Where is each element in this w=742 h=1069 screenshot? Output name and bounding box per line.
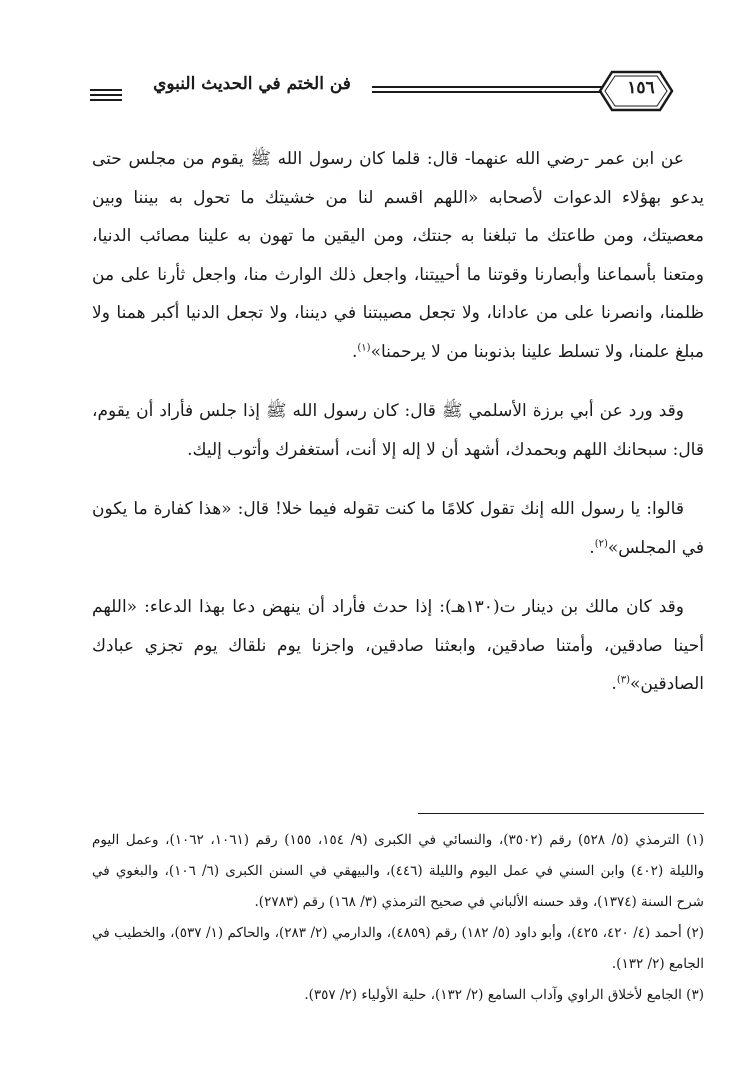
page-header bbox=[0, 60, 742, 120]
page-number-badge bbox=[596, 66, 676, 120]
header-ornament-left bbox=[90, 89, 122, 104]
paragraph: وقد كان مالك بن دينار ت(١٣٠هـ): إذا حدث فأراد أن ينهض دعا بهذا الدعاء: «اللهم أحينا صادقين، وأمتنا صادقين، وابعثنا صادقين، واجزنا يوم نلقاك يوم تجزي عبادك الصادقين»$^{(٣)}$. bbox=[92, 597, 705, 694]
running-title: فن الختم في الحديث النبوي bbox=[153, 74, 351, 94]
paragraph: وقد ورد عن أبي برزة الأسلمي ﷺ قال: كان رسول الله ﷺ إذا جلس فأراد أن يقوم، قال: سبحانك اللهم وبحمدك، أشهد أن لا إله إلا أنت، أستغفرك وأتوب إليك. bbox=[92, 401, 704, 460]
footnote: (٢) أحمد (٤/ ٤٢٠، ٤٢٥)، وأبو داود (٥/ ١٨٢) رقم (٤٨٥٩)، والدارمي (٢/ ٢٨٣)، والحاكم (١/ ٥٣٧)، والخطيب في الجامع (٢/ ١٣٢). bbox=[92, 925, 705, 972]
paragraph: قالوا: يا رسول الله إنك تقول كلامًا ما كنت تقوله فيما خلا! قال: «هذا كفارة ما يكون في المجلس»$^{(٢)}$. bbox=[92, 499, 704, 558]
footnotes bbox=[92, 825, 704, 1011]
footnote: (٣) الجامع لأخلاق الراوي وآداب السامع (٢/ ١٣٢)، حلية الأولياء (٢/ ٣٥٧). bbox=[304, 987, 704, 1003]
header-rule bbox=[372, 91, 602, 93]
page-number: ١٥٦ bbox=[627, 78, 655, 98]
footnote-ref: (٣) bbox=[616, 674, 630, 686]
paragraph: عن ابن عمر -رضي الله عنهما- قال: قلما كان رسول الله ﷺ يقوم من مجلس حتى يدعو بهؤلاء الدعوات لأصحابه «اللهم اقسم لنا من خشيتك ما تحول به بيننا وبين معصيتك، ومن طاعتك ما تبلغنا به جنتك، ومن اليقين ما تهون به علينا مصائب الدنيا، ومتعنا بأسماعنا وأبصارنا وقوتنا ما أحييتنا، واجعل ذلك الوارث منا، واجعل ثأرنا على من ظلمنا، وانصرنا على من عادانا، ولا تجعل مصيبتنا في ديننا، ولا تجعل الدنيا أكبر همنا ولا مبلغ علمنا، ولا تسلط علينا بذنوبنا من لا يرحمنا»$^{(١)}$. bbox=[92, 149, 704, 362]
footnote: (١) الترمذي (٥/ ٥٢٨) رقم (٣٥٠٢)، والنسائي في الكبرى (٩/ ١٥٤، ١٥٥) رقم (١٠٦١، ١٠٦٢)، وعمل اليوم والليلة (٤٠٢) وابن السني في عمل اليوم والليلة (٤٤٦)، والبيهقي في السنن الكبرى (٦/ ١٠٦)، والبغوي في شرح السنة (١٣٧٤)، وقد حسنه الألباني في صحيح الترمذي (٣/ ١٦٨) رقم (٢٧٨٣). bbox=[92, 832, 705, 910]
footnote-ref: (١) bbox=[357, 341, 371, 353]
footnote-ref: (٢) bbox=[594, 537, 608, 549]
header-rule bbox=[372, 86, 602, 88]
main-text bbox=[92, 140, 704, 725]
footnote-separator bbox=[418, 813, 704, 814]
